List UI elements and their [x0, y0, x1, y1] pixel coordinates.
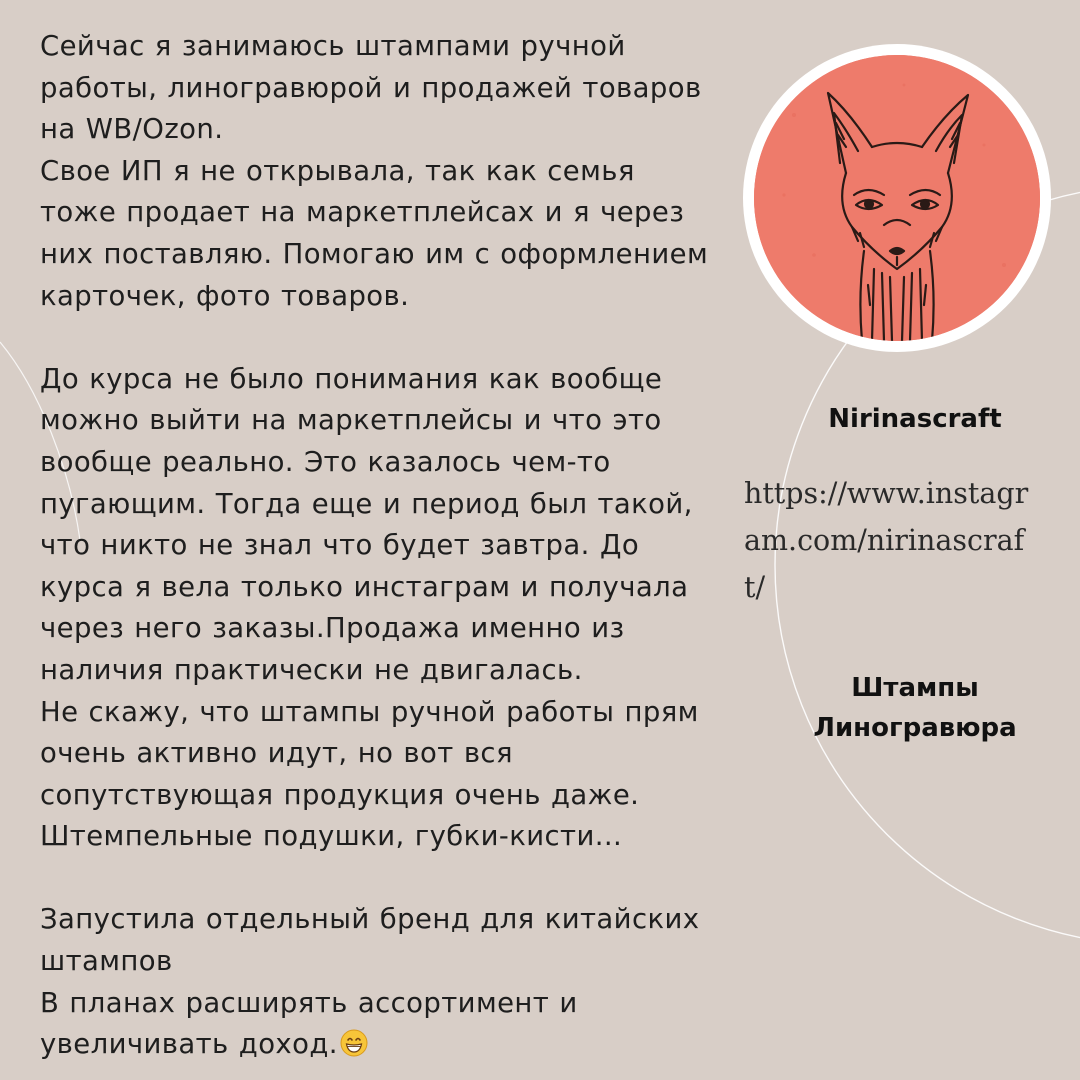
testimonial-paragraph-2: До курса не было понимания как вообще можно выйти на маркетплейсы и что это вообще реально. Это казалось чем-то пугающим. Тогда еще и период был такой, что никто не знал что будет завтра. До курса я вела только инстаграм и получала через него заказы.Продажа именно из наличия практически не двигалась. Не скажу, что штампы ручной работы прям очень активно идут, но вот вся сопутствующая продукция очень даже. Штемпельные подушки, губки-кисти...	[40, 362, 699, 853]
tag-stamps: Штампы	[851, 673, 979, 703]
avatar-image	[754, 55, 1040, 341]
testimonial-text	[40, 26, 740, 1066]
fox-icon	[754, 55, 1040, 341]
craft-tags	[790, 668, 1040, 748]
username: Nirinascraft	[828, 404, 1002, 434]
avatar[interactable]	[743, 44, 1051, 352]
testimonial-paragraph-3-text: Запустила отдельный бренд для китайских штампов В планах расширять ассортимент и увеличивать доход.	[40, 903, 700, 1061]
tag-linocut: Линогравюра	[813, 713, 1017, 743]
instagram-link[interactable]: https://www.instagram.com/nirinascraft/	[744, 477, 1029, 604]
testimonial-paragraph-1: Сейчас я занимаюсь штампами ручной работы, линогравюрой и продажей товаров на WB/Ozon. Свое ИП я не открывала, так как семья тоже продает на маркетплейсах и я через них поставляю. Помогаю им с оформлением карточек, фото товаров.	[40, 30, 709, 312]
grinning-face-icon	[340, 1029, 368, 1057]
testimonial-paragraph-3	[40, 899, 740, 1065]
